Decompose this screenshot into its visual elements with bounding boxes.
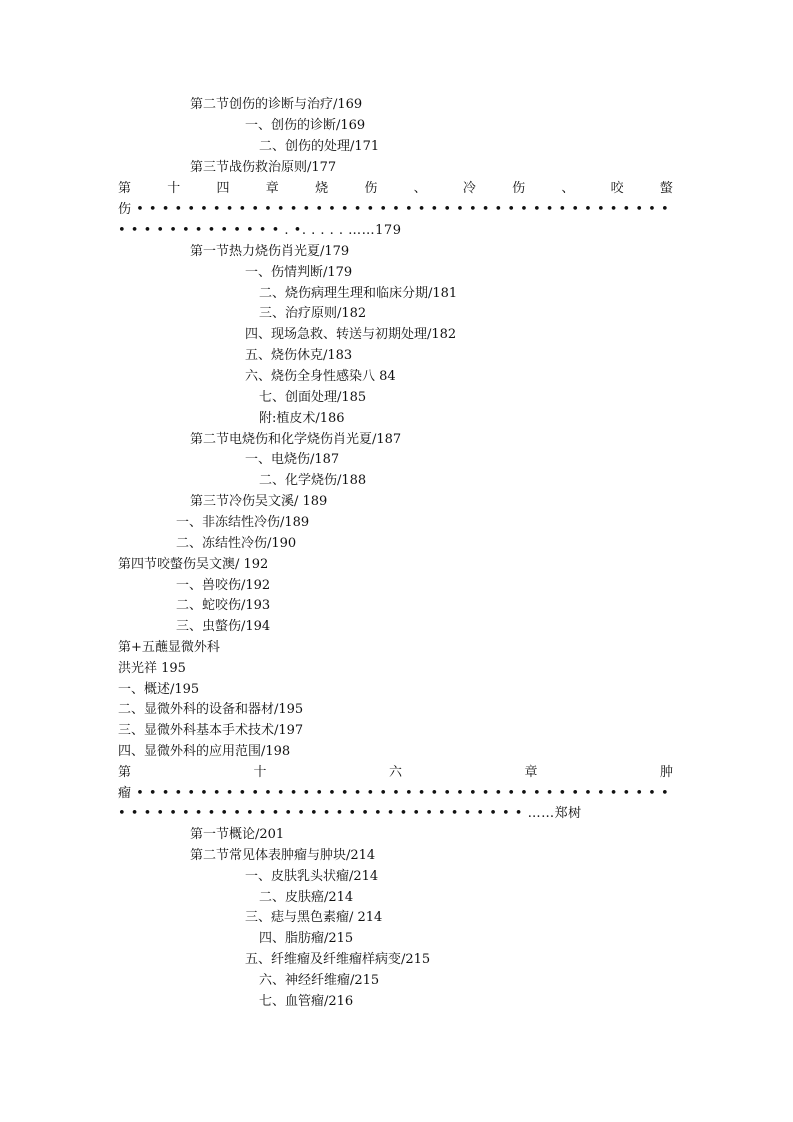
chapter-heading-char: 咬	[610, 181, 624, 196]
toc-item: 二、化学烧伤/188	[259, 473, 367, 488]
chapter-heading-char: 肿	[659, 765, 673, 780]
toc-section: 第一节热力烧伤肖光夏/179	[190, 244, 350, 259]
toc-item: 三、虫螫伤/194	[176, 619, 271, 634]
chapter-heading-char: 螫	[659, 181, 673, 196]
chapter-heading-char: 第	[118, 765, 132, 780]
chapter-heading-char: 十	[253, 765, 267, 780]
dot-leader: 伤 • • • • • • • • • • • • • • • • • • • • • • • • • • • • • • • • • • • • • • • • • •	[118, 202, 670, 217]
toc-author: 洪光祥 195	[118, 661, 186, 676]
toc-item: 一、兽咬伤/192	[176, 578, 271, 593]
toc-item: 七、创面处理/185	[259, 390, 367, 405]
chapter-heading-char: 伤	[364, 181, 378, 196]
toc-section: 第二节创伤的诊断与治疗/169	[190, 97, 363, 112]
toc-item: 四、现场急救、转送与初期处理/182	[245, 327, 457, 342]
toc-item: 一、概述/195	[118, 682, 200, 697]
toc-item: 三、显微外科基本手术技术/197	[118, 723, 304, 738]
chapter-14-heading	[118, 181, 673, 197]
toc-item: 一、皮肤乳头状瘤/214	[245, 869, 379, 884]
chapter-heading-char: 十	[167, 181, 181, 196]
toc-item: 一、非冻结性冷伤/189	[176, 515, 310, 530]
toc-section: 第三节战伤救治原则/177	[190, 160, 337, 175]
toc-section: 第一节概论/201	[190, 827, 285, 842]
toc-section: 第四节咬螫伤吴文澳/ 192	[118, 557, 269, 572]
toc-item: 三、痣与黑色素瘤/ 214	[245, 910, 383, 925]
chapter-heading-char: 烧	[315, 181, 329, 196]
toc-item: 二、冻结性冷伤/190	[176, 536, 297, 551]
chapter-heading-char: 章	[524, 765, 538, 780]
chapter-16-heading	[118, 765, 673, 781]
chapter-heading-char: 、	[413, 181, 427, 196]
toc-chapter: 第+五蘸显微外科	[118, 640, 220, 655]
dot-leader-page: • • • • • • • • • • • • • . •. . . . . ……179	[118, 223, 402, 238]
toc-item: 二、蛇咬伤/193	[176, 598, 271, 613]
toc-item: 附:植皮术/186	[259, 411, 345, 426]
dot-leader-author: • • • • • • • • • • • • • • • • • • • • • • • • • • • • • • • • ……郑树	[118, 806, 582, 821]
toc-item: 一、电烧伤/187	[245, 452, 340, 467]
dot-leader: 瘤 • • • • • • • • • • • • • • • • • • • • • • • • • • • • • • • • • • • • • • • • • •	[118, 786, 670, 801]
toc-item: 二、皮肤癌/214	[259, 890, 354, 905]
toc-item: 二、创伤的处理/171	[259, 139, 380, 154]
toc-item: 五、纤维瘤及纤维瘤样病变/215	[245, 952, 431, 967]
chapter-heading-char: 第	[118, 181, 132, 196]
chapter-heading-char: 、	[561, 181, 575, 196]
toc-item: 六、烧伤全身性感染八 84	[245, 369, 396, 384]
chapter-heading-char: 冷	[462, 181, 476, 196]
toc-item: 四、脂肪瘤/215	[259, 931, 354, 946]
toc-item: 一、创伤的诊断/169	[245, 118, 366, 133]
chapter-heading-char: 四	[216, 181, 230, 196]
toc-item: 二、烧伤病理生理和临床分期/181	[259, 286, 458, 301]
chapter-heading-char: 伤	[512, 181, 526, 196]
toc-item: 二、显微外科的设备和器材/195	[118, 702, 304, 717]
toc-item: 七、血管瘤/216	[259, 994, 354, 1009]
toc-item: 六、神经纤维瘤/215	[259, 973, 380, 988]
toc-item: 一、伤情判断/179	[245, 265, 353, 280]
toc-section: 第三节冷伤吴文溪/ 189	[190, 494, 328, 509]
chapter-heading-char: 章	[265, 181, 279, 196]
toc-section: 第二节电烧伤和化学烧伤肖光夏/187	[190, 432, 402, 447]
chapter-heading-char: 六	[388, 765, 402, 780]
toc-item: 三、治疗原则/182	[259, 306, 367, 321]
toc-item: 五、烧伤休克/183	[245, 348, 353, 363]
toc-section: 第二节常见体表肿瘤与肿块/214	[190, 848, 376, 863]
toc-item: 四、显微外科的应用范围/198	[118, 744, 291, 759]
